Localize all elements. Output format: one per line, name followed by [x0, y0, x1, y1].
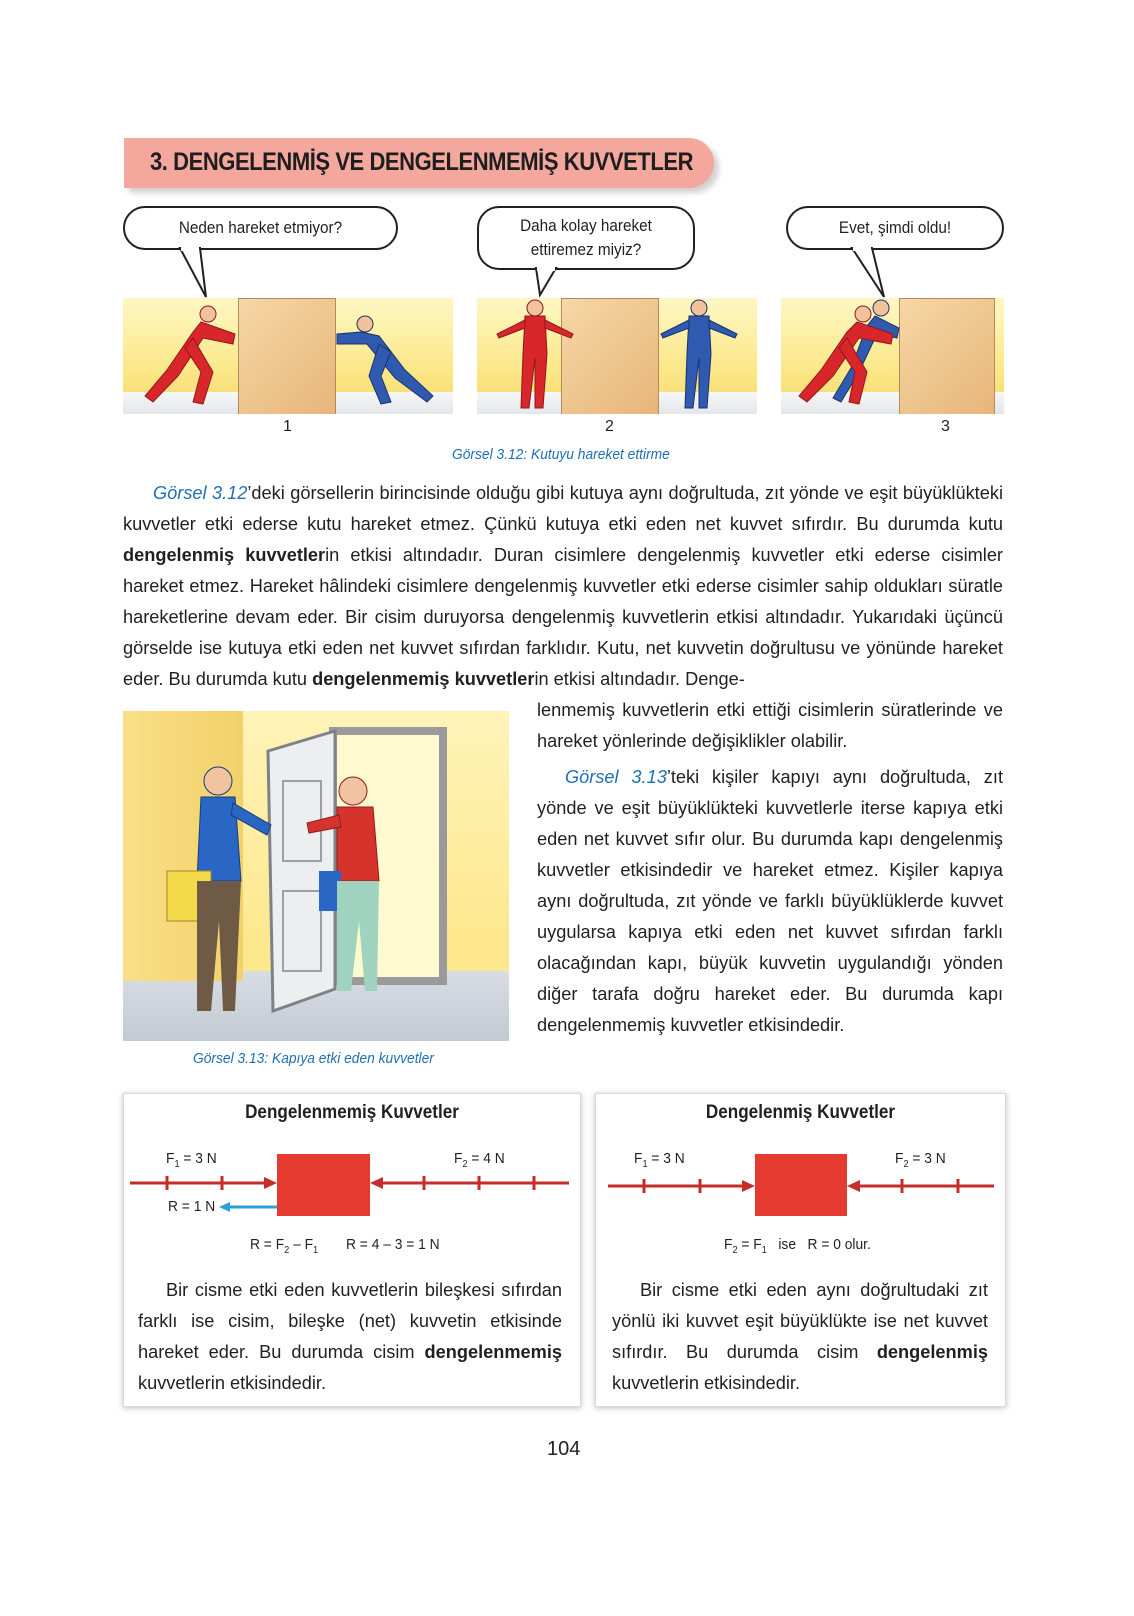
section-title: 3. DENGELENMİŞ VE DENGELENMEMİŞ KUVVETLER: [150, 148, 694, 176]
unbalanced-f2-label: $F_2 = 4$ N: [454, 1150, 505, 1170]
speech-bubble-2-line1: Daha kolay hareket: [520, 216, 652, 235]
figure-ref-3-12[interactable]: Görsel 3.12: [153, 483, 248, 503]
figure-3-13-caption: Görsel 3.13: Kapıya etki eden kuvvetler: [193, 1050, 434, 1067]
door-illustration: [123, 711, 509, 1041]
unbalanced-block: [277, 1154, 370, 1216]
paragraph-1-continued: lenmemiş kuvvetlerin etki ettiği cisimlerin süratlerinde ve hareket yönlerinde değişiklikler olabilir.: [537, 700, 1003, 751]
unbalanced-formula: $R = F_2 - F_1$: [250, 1236, 319, 1256]
paragraph-2: Görsel 3.13’teki kişiler kapıyı aynı doğrultuda, zıt yönde ve eşit büyüklükteki kuvvetlerle iterse kapıya etki eden net kuvvet sıfır olur. Bu durumda kapı dengelenmiş kuvvetler etkisindedir ve hareket etmez. Kişiler kapıya aynı doğrultuda, zıt yönde ve farklı büyüklüklerde kuvvet uygularsa kapıya etki eden net kuvvet sıfırdan farklı olacağından kapı, büyük kuvvetin uygulandığı yönden diğer tarafa doğru hareket eder. Bu durumda kapı dengelenmemiş kuvvetler etkisindedir.: [537, 767, 1003, 1035]
balanced-f2-label: $F_2 = 3$ N: [895, 1150, 946, 1170]
figure-3-12-caption: Görsel 3.12: Kutuyu hareket ettirme: [452, 446, 670, 463]
speech-bubble-2: [477, 206, 695, 270]
unbalanced-description: Bir cisme etki eden kuvvetlerin bileşkesi sıfırdan farklı ise cisim, bileşke (net) kuvvetin etkisinde hareket eder. Bu durumda cisim dengelenmemiş kuvvetlerin etkisindedir.: [138, 1280, 562, 1393]
balanced-description: Bir cisme etki eden aynı doğrultudaki zıt yönlü iki kuvvet eşit büyüklükte ise net kuvvet sıfırdır. Bu durumda cisim dengelenmiş kuvvetlerin etkisindedir.: [612, 1280, 988, 1393]
unbalanced-forces-box: [123, 1093, 581, 1407]
balanced-force-diagram: [596, 1154, 1005, 1224]
speech-bubble-2-line2: ettiremez miyiz?: [530, 240, 642, 259]
unbalanced-f1-label: $F_1 = 3$ N: [166, 1150, 217, 1170]
balanced-forces-title: Dengelenmiş Kuvvetler: [705, 1102, 896, 1123]
balanced-f1-label: $F_1 = 3$ N: [634, 1150, 685, 1170]
unbalanced-calculation: R = 4 – 3 = 1 N: [346, 1236, 440, 1253]
balanced-formula: $F_2 = F_1$ ise R = 0 olur.: [724, 1236, 871, 1256]
scene-3-illustration: [781, 298, 1004, 414]
speech-bubble-3-text: Evet, şimdi oldu!: [838, 218, 952, 237]
scene-number-2: 2: [605, 418, 614, 435]
resultant-label: R = 1 N: [168, 1198, 216, 1215]
speech-bubble-3: [786, 206, 1004, 250]
balanced-block: [755, 1154, 847, 1216]
page-number: 104: [547, 1438, 581, 1460]
speech-bubble-2-tail: [532, 267, 572, 297]
paragraph-1: Görsel 3.12’deki görsellerin birincisinde olduğu gibi kutuya aynı doğrultuda, zıt yönde ve eşit büyüklükteki kuvvetler etki ederse kutu hareket etmez. Çünkü kutuya etki eden net kuvvet sıfırdır. Bu durumda kutu dengelenmiş kuvvetlerin etkisi altındadır. Duran cisimlere dengelenmiş kuvvetler etki ederse cisimler hareket etmez. Hareket hâlindeki cisimlere dengelenmiş kuvvetler etki ederse cisimler sahip oldukları süratle hareketlerine devam eder. Bir cisim duruyorsa dengelenmiş kuvvetlerin etkisi altındadır. Yukarıdaki üçüncü görselde ise kutuya etki eden net kuvvet sıfırdan farklıdır. Kutu, net kuvvetin doğrultusu ve yönünde hareket eder. Bu durumda kutu dengelenmemiş kuvvetlerin etkisi altındadır. Denge-: [123, 483, 1003, 689]
door-scene-figures: [123, 711, 509, 1041]
speech-bubble-1-tail: [178, 247, 218, 299]
scene-3-figures: [781, 298, 1004, 414]
balanced-forces-box: [595, 1093, 1006, 1407]
figure-ref-3-13[interactable]: Görsel 3.13: [565, 767, 667, 787]
scene-2-illustration: [477, 298, 757, 414]
speech-bubble-1: [123, 206, 398, 250]
scene-number-1: 1: [283, 418, 292, 435]
speech-bubble-3-tail: [850, 247, 890, 299]
scene-1-figures: [123, 298, 453, 414]
unbalanced-forces-title: Dengelenmemiş Kuvvetler: [245, 1102, 459, 1123]
scene-number-3: 3: [941, 418, 950, 435]
scene-2-figures: [477, 298, 757, 414]
speech-bubble-1-text: Neden hareket etmiyor?: [178, 218, 343, 237]
scene-1-illustration: [123, 298, 453, 414]
